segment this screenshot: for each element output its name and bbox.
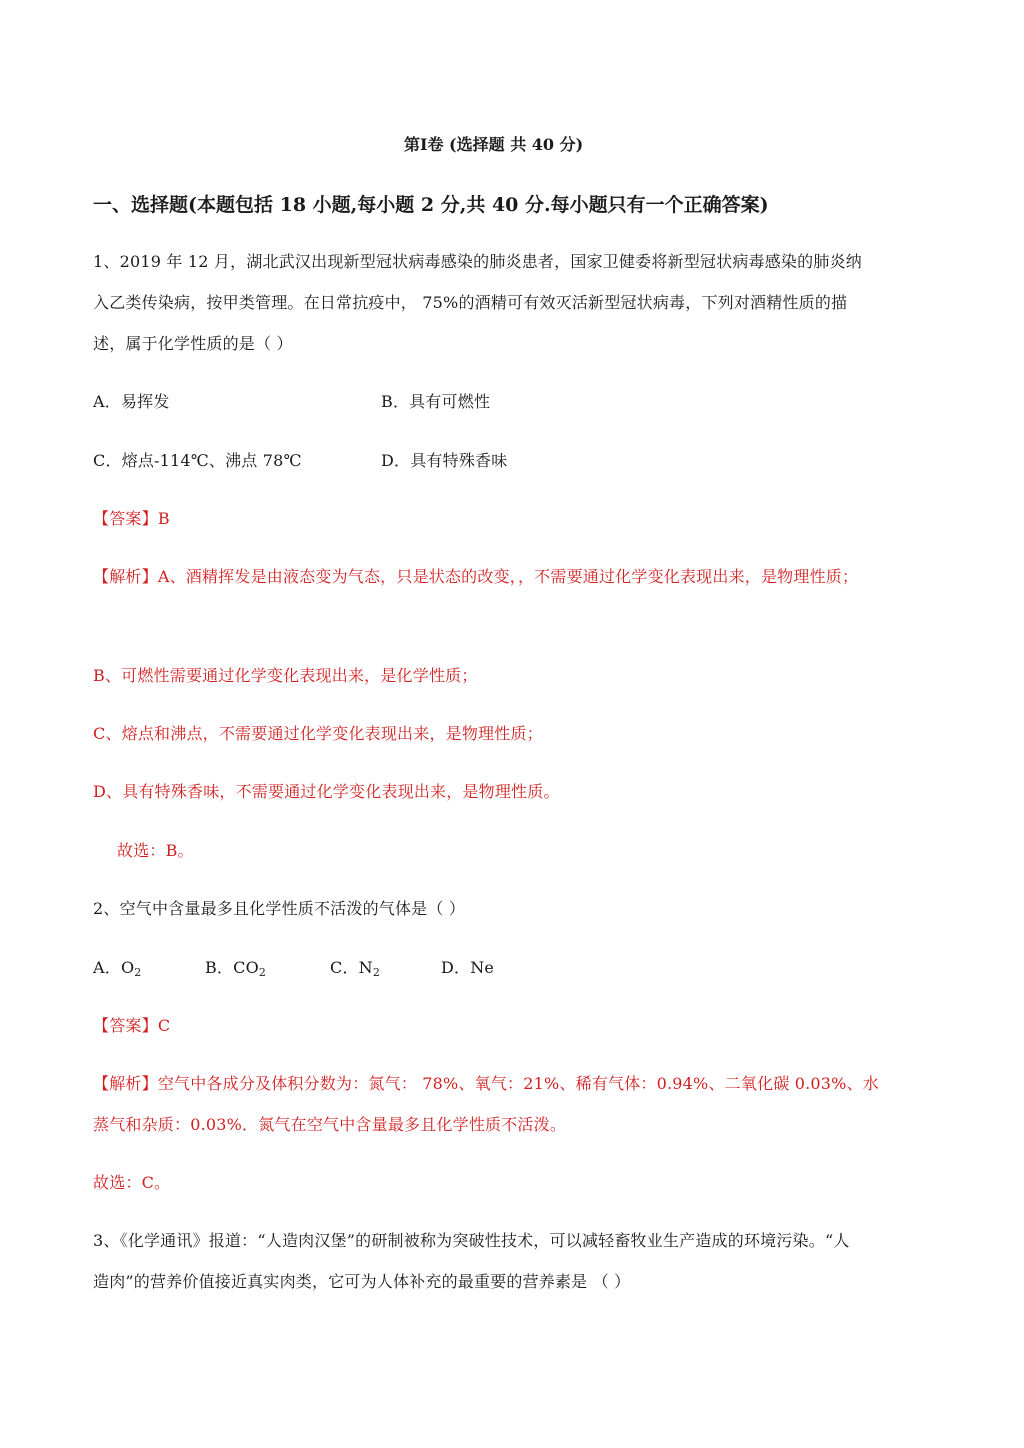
question-1-stem-line-3: 述，属于化学性质的是（ ） — [93, 334, 293, 353]
question-1-stem-line-2: 入乙类传染病，按甲类管理。在日常抗疫中， 75%的酒精可有效灭活新型冠状病毒，下列对酒精性质的描 — [93, 293, 848, 312]
question-1-option-d: D．具有特殊香味 — [381, 451, 508, 470]
question-2-analysis-line-2: 蒸气和杂质：0.03%．氮气在空气中含量最多且化学性质不活泼。 — [93, 1115, 567, 1134]
question-1-option-b: B．具有可燃性 — [381, 392, 491, 411]
analysis-label: 【解析】 — [93, 567, 158, 586]
answer-value: C — [157, 1016, 171, 1035]
question-1-stem-line-1: 1、2019 年 12 月，湖北武汉出现新型冠状病毒感染的肺炎患者，国家卫健委将新型冠状病毒感染的肺炎纳 — [93, 252, 862, 271]
analysis-label: 【解析】 — [93, 1074, 158, 1093]
question-1-analysis-line-2: B、可燃性需要通过化学变化表现出来，是化学性质； — [93, 666, 478, 685]
option-b-text: B．CO — [205, 958, 259, 977]
question-2-option-d: D．Ne — [441, 958, 495, 977]
answer-label: 【答案】 — [93, 1016, 158, 1035]
section-title: 第Ⅰ卷 (选择题 共 40 分) — [404, 135, 584, 154]
answer-value: B — [157, 509, 170, 528]
question-1-answer — [93, 506, 170, 529]
question-2-choice: 故选：C。 — [93, 1173, 171, 1192]
question-3-stem-line-2: 造肉”的营养价值接近真实肉类，它可为人体补充的最重要的营养素是 （ ） — [93, 1272, 631, 1291]
question-2-option-a — [93, 955, 141, 979]
option-c-subscript: 2 — [372, 966, 381, 979]
question-2-analysis-line-1 — [93, 1071, 879, 1094]
question-1-option-a: A．易挥发 — [93, 392, 170, 411]
question-2-answer — [93, 1013, 170, 1036]
option-a-subscript: 2 — [134, 966, 142, 979]
question-2-stem: 2、空气中含量最多且化学性质不活泼的气体是（ ） — [93, 899, 466, 918]
analysis-text: 空气中各成分及体积分数为：氮气： 78%、氧气：21%、稀有气体：0.94%、二氧化碳 0.03%、水 — [157, 1074, 879, 1093]
question-1-option-c: C．熔点-114℃、沸点 78℃ — [93, 451, 302, 470]
question-2-option-c — [330, 955, 380, 979]
question-1-analysis-line-4: D、具有特殊香味，不需要通过化学变化表现出来，是物理性质。 — [93, 782, 560, 801]
option-b-subscript: 2 — [258, 966, 267, 979]
question-1-choice: 故选：B。 — [117, 841, 194, 860]
question-1-analysis-line-3: C、熔点和沸点，不需要通过化学变化表现出来，是物理性质； — [93, 724, 543, 743]
option-c-text: C．N — [330, 958, 373, 977]
question-3-stem-line-1: 3、《化学通讯》报道：“人造肉汉堡”的研制被称为突破性技术，可以减轻畜牧业生产造成的环境污染。“人 — [93, 1231, 850, 1250]
question-1-analysis-line-1 — [93, 564, 858, 587]
answer-label: 【答案】 — [93, 509, 158, 528]
option-a-text: A．O — [93, 958, 135, 977]
part-title: 一、选择题(本题包括 18 小题,每小题 2 分,共 40 分.每小题只有一个正确答案) — [93, 194, 769, 216]
analysis-text: A、酒精挥发是由液态变为气态，只是状态的改变，，不需要通过化学变化表现出来，是物理性质； — [157, 567, 859, 586]
question-2-option-b — [205, 955, 266, 979]
